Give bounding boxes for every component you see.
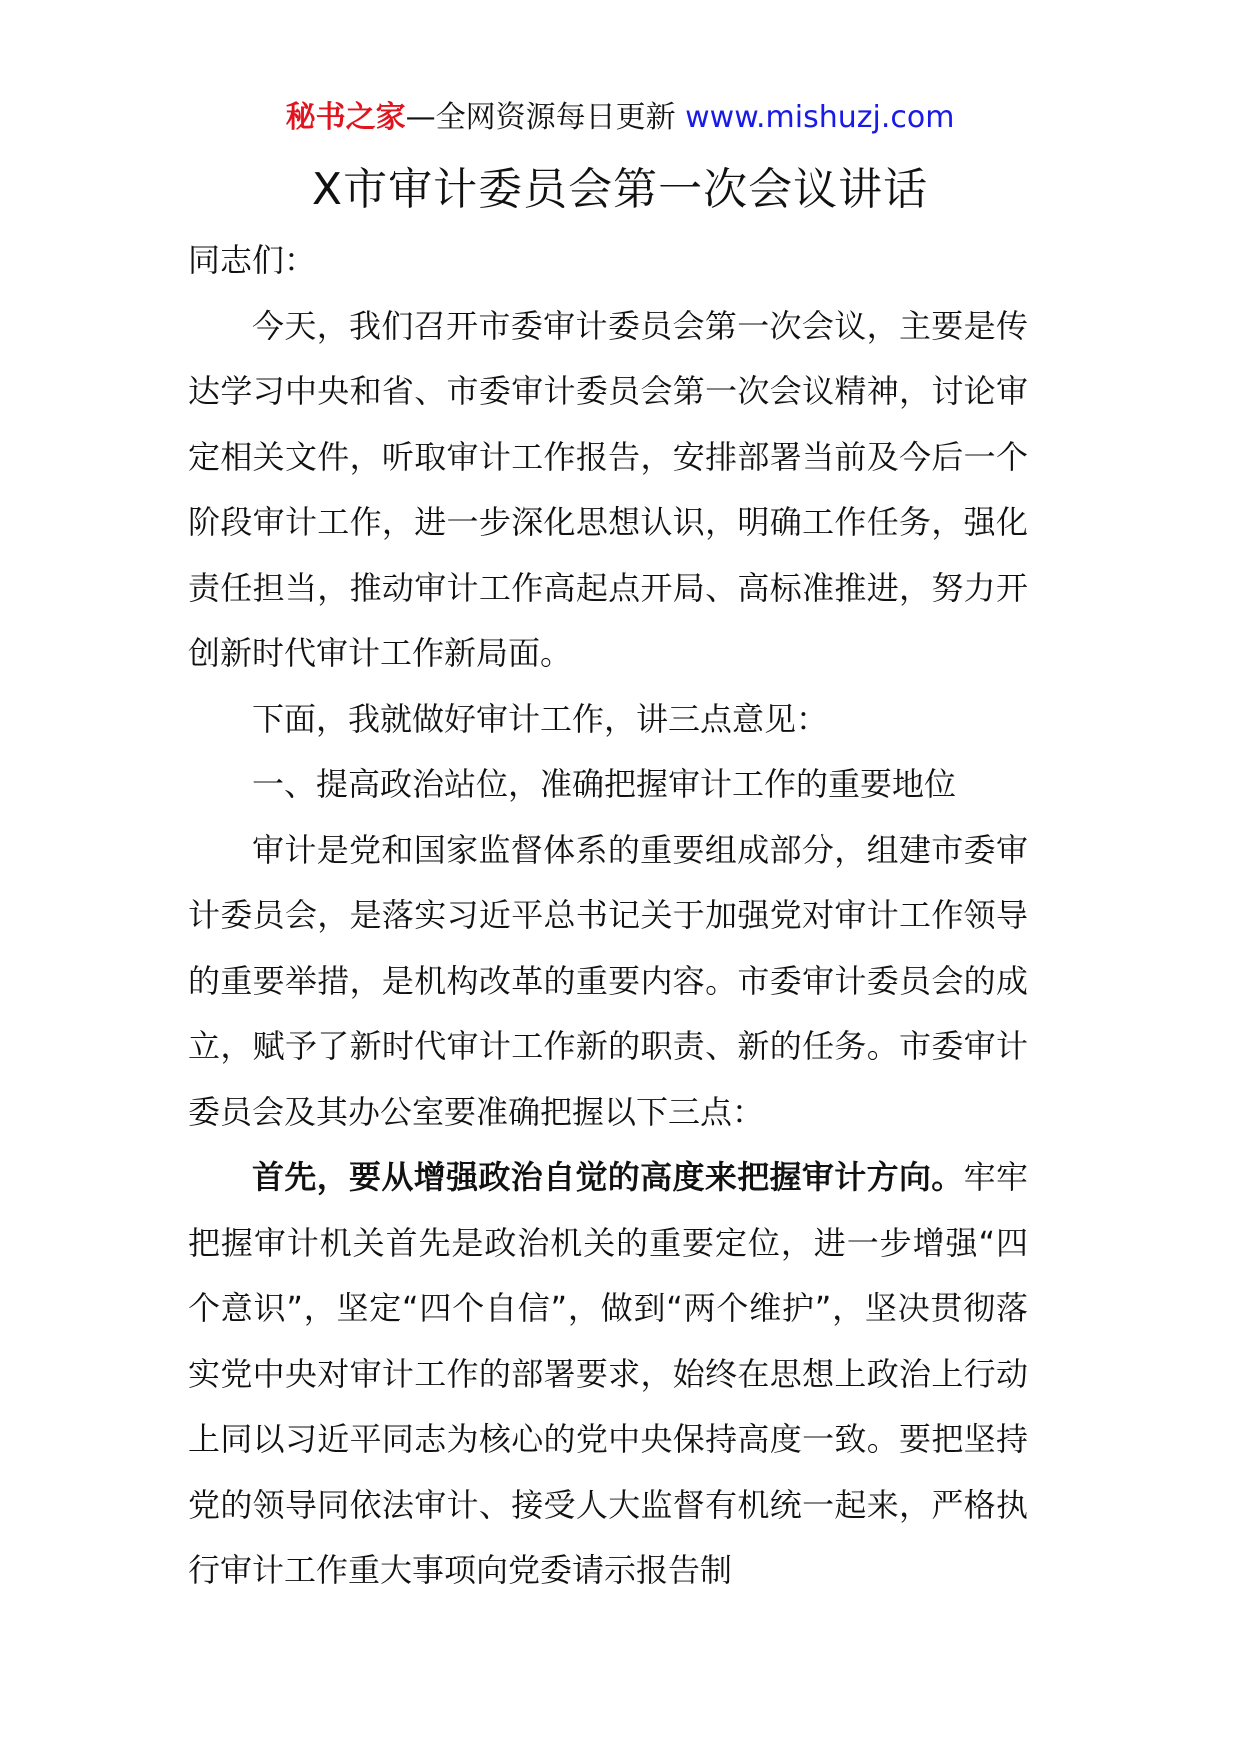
point-1-lead: 首先，要从增强政治自觉的高度来把握审计方向。	[252, 1158, 964, 1196]
watermark-header	[0, 98, 1240, 138]
paragraph-section-1: 审计是党和国家监督体系的重要组成部分，组建市委审计委员会，是落实习近平总书记关于加强党对审计工作领导的重要举措，是机构改革的重要内容。市委审计委员会的成立，赋予了新时代审计工作新的职责、新的任务。市委审计委员会及其办公室要准确把握以下三点：	[188, 830, 1028, 1131]
section-heading-1: 一、提高政治站位，准确把握审计工作的重要地位	[252, 765, 957, 803]
salutation: 同志们：	[188, 241, 317, 279]
paragraph-outline: 下面，我就做好审计工作，讲三点意见：	[252, 699, 829, 738]
paragraph-intro: 今天，我们召开市委审计委员会第一次会议，主要是传达学习中央和省、市委审计委员会第一次会议精神，讨论审定相关文件，听取审计工作报告，安排部署当前及今后一个阶段审计工作，进一步深化思想认识，明确工作任务，强化责任担当，推动审计工作高起点开局、高标准推进，努力开创新时代审计工作新局面。	[188, 306, 1028, 672]
point-1-text: 牢牢把握审计机关首先是政治机关的重要定位，进一步增强“四个意识”，坚定“四个自信”，做到“两个维护”，坚决贯彻落实党中央对审计工作的部署要求，始终在思想上政治上行动上同以习近平同志为核心的党中央保持高度一致。要把坚持党的领导同依法审计、接受人大监督有机统一起来，严格执行审计工作重大事项向党委请示报告制	[188, 1158, 1028, 1589]
brand-name: 秘书之家	[285, 100, 406, 135]
document-title: X市审计委员会第一次会议讲话	[311, 164, 929, 215]
document-body	[188, 228, 1028, 1604]
header-tagline: —全网资源每日更新	[405, 100, 686, 135]
paragraph-point-1	[188, 1145, 1028, 1604]
site-url: www.mishuzj.com	[685, 100, 955, 135]
